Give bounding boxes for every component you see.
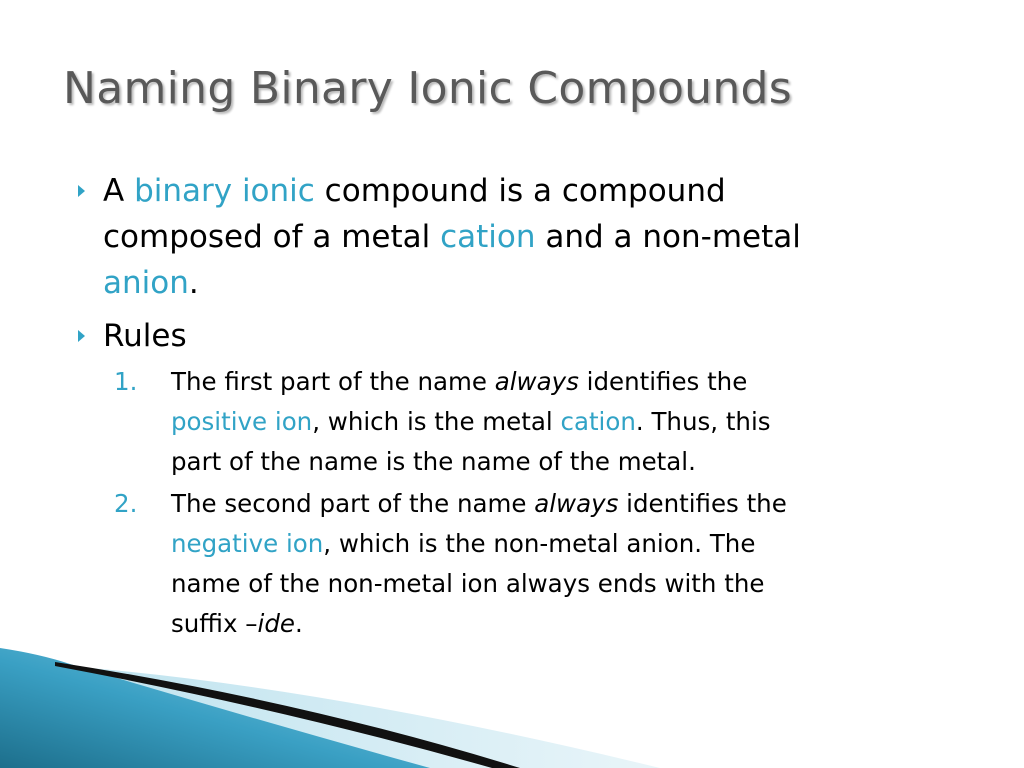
swoosh-teal-band (0, 648, 430, 768)
term-cation: cation (440, 219, 536, 255)
bullet-rules-text: Rules (103, 318, 187, 354)
text-line: negative ion, which is the non-metal anion. The (171, 529, 756, 558)
text-line: The second part of the name always identifies the (171, 489, 787, 518)
term-binary-ionic: binary ionic (134, 173, 315, 209)
text-line: suffix –ide. (171, 609, 303, 638)
term-cation: cation (560, 407, 636, 436)
arrow-right-icon (78, 330, 85, 342)
text-line: A binary ionic compound is a compound (103, 173, 726, 209)
slide-title: Naming Binary Ionic Compounds (63, 63, 793, 114)
text-line: The first part of the name always identifies the (171, 367, 748, 396)
text-line: part of the name is the name of the metal. (171, 447, 696, 476)
swoosh-black-stripe (55, 662, 520, 768)
rule-number: 2. (114, 489, 138, 518)
arrow-right-icon (78, 185, 85, 197)
text-line: anion. (103, 265, 199, 301)
term-positive-ion: positive ion (171, 407, 313, 436)
text-line: name of the non-metal ion always ends with the (171, 569, 765, 598)
term-anion: anion (103, 265, 189, 301)
swoosh-pale-band (80, 668, 660, 768)
rule-text (171, 484, 991, 644)
term-negative-ion: negative ion (171, 529, 324, 558)
rule-number: 1. (114, 367, 138, 396)
text-line: composed of a metal cation and a non-metal (103, 219, 801, 255)
text-line: positive ion, which is the metal cation. Thus, this (171, 407, 771, 436)
bullet-definition-text (103, 168, 983, 306)
rule-text (171, 362, 991, 482)
